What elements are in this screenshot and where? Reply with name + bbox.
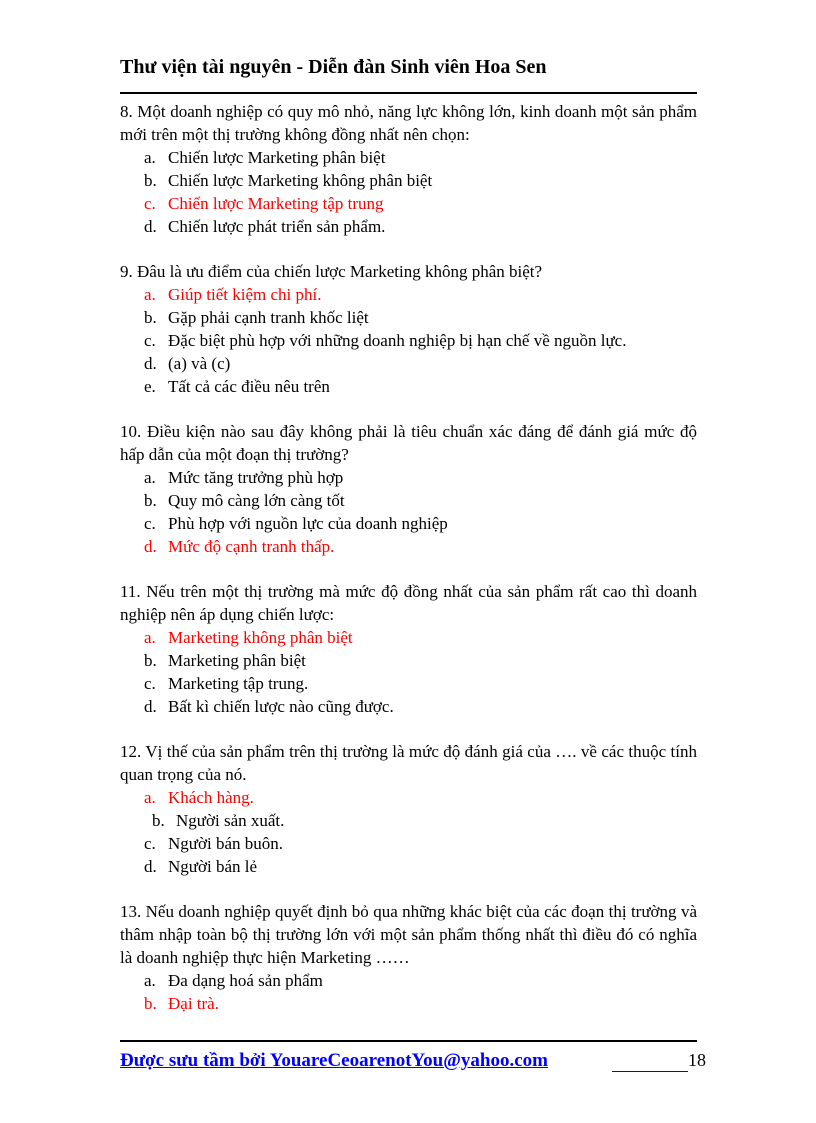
option-a [120,146,697,169]
option-text: Đa dạng hoá sản phẩm [168,971,323,990]
option-d [120,215,697,238]
option-letter: a. [144,628,156,647]
option-c [120,512,697,535]
option-letter: a. [144,788,156,807]
option-letter: d. [144,537,157,556]
question-list [120,100,697,1037]
question-text: 9. Đâu là ưu điểm của chiến lược Marketing không phân biệt? [120,262,543,281]
question-text: 10. Điều kiện nào sau đây không phải là tiêu chuẩn xác đáng để đánh giá mức độ hấp dẫn của một đoạn thị trường? [120,422,697,464]
option-a [120,969,697,992]
option-text: Người bán lẻ [168,857,258,876]
option-letter: b. [152,811,165,830]
option-d [120,695,697,718]
question-text: 13. Nếu doanh nghiệp quyết định bỏ qua những khác biệt của các đoạn thị trường và thâm nhập toàn bộ thị trường lớn với một sản phẩm thống nhất thì điều đó có nghĩa là doanh nghiệp thực hiện Marketing …… [120,902,697,967]
option-letter: d. [144,697,157,716]
option-letter: a. [144,148,156,167]
option-text: Đại trà. [168,994,219,1013]
option-a [120,466,697,489]
question-10 [120,420,697,558]
option-letter: d. [144,354,157,373]
option-text: Tất cả các điều nêu trên [168,377,330,396]
question-12 [120,740,697,878]
option-text: Chiến lược Marketing phân biệt [168,148,386,167]
option-e [120,375,697,398]
option-text: Chiến lược Marketing tập trung [168,194,384,213]
option-letter: d. [144,217,157,236]
option-letter: c. [144,194,156,213]
option-text: Quy mô càng lớn càng tốt [168,491,345,510]
option-letter: a. [144,468,156,487]
question-13 [120,900,697,1015]
option-letter: b. [144,308,157,327]
option-letter: b. [144,994,157,1013]
option-b-correct [120,992,697,1015]
option-c [120,329,697,352]
option-text: Bất kì chiến lược nào cũng được. [168,697,394,716]
option-text: Gặp phải cạnh tranh khốc liệt [168,308,369,327]
header-divider [120,92,697,94]
option-text: (a) và (c) [168,354,231,373]
option-text: Mức độ cạnh tranh thấp. [168,537,335,556]
footer-divider [120,1040,697,1042]
option-b [120,489,697,512]
option-letter: c. [144,331,156,350]
option-letter: e. [144,377,156,396]
option-text: Giúp tiết kiệm chi phí. [168,285,322,304]
question-8 [120,100,697,238]
option-text: Người sản xuất. [176,811,285,830]
page-header-title: Thư viện tài nguyên - Diễn đàn Sinh viên Hoa Sen [120,56,547,78]
option-letter: c. [144,514,156,533]
question-text: 11. Nếu trên một thị trường mà mức độ đồng nhất của sản phẩm rất cao thì doanh nghiệp nên áp dụng chiến lược: [120,582,697,624]
question-11 [120,580,697,718]
option-text: Chiến lược phát triển sản phẩm. [168,217,386,236]
option-b [120,649,697,672]
option-b [120,306,697,329]
option-letter: b. [144,171,157,190]
option-text: Marketing không phân biệt [168,628,353,647]
option-text: Chiến lược Marketing không phân biệt [168,171,433,190]
option-text: Người bán buôn. [168,834,283,853]
question-text: 12. Vị thế của sản phẩm trên thị trường là mức độ đánh giá của …. về các thuộc tính quan trọng của nó. [120,742,697,784]
option-a-correct [120,626,697,649]
option-text: Mức tăng trưởng phù hợp [168,468,344,487]
question-text: 8. Một doanh nghiệp có quy mô nhỏ, năng lực không lớn, kinh doanh một sản phẩm mới trên một thị trường không đồng nhất nên chọn: [120,102,697,144]
option-text: Phù hợp với nguồn lực của doanh nghiệp [168,514,448,533]
option-letter: a. [144,285,156,304]
option-letter: b. [144,651,157,670]
option-d [120,352,697,375]
option-d [120,855,697,878]
option-c-correct [120,192,697,215]
option-c [120,672,697,695]
option-a-correct [120,786,697,809]
option-letter: a. [144,971,156,990]
option-d-correct [120,535,697,558]
question-9 [120,260,697,398]
option-b [120,169,697,192]
footer-credit-link[interactable]: Được sưu tầm bởi YouareCeoarenotYou@yahoo.com [120,1050,548,1071]
option-letter: c. [144,674,156,693]
option-text: Đặc biệt phù hợp với những doanh nghiệp bị hạn chế về nguồn lực. [168,331,627,350]
option-text: Khách hàng. [168,788,254,807]
option-letter: c. [144,834,156,853]
footer-underline [612,1071,688,1072]
option-c [120,832,697,855]
option-text: Marketing phân biệt [168,651,306,670]
option-b [120,809,697,832]
option-letter: d. [144,857,157,876]
page-number: 18 [688,1050,706,1070]
option-a-correct [120,283,697,306]
option-text: Marketing tập trung. [168,674,309,693]
option-letter: b. [144,491,157,510]
